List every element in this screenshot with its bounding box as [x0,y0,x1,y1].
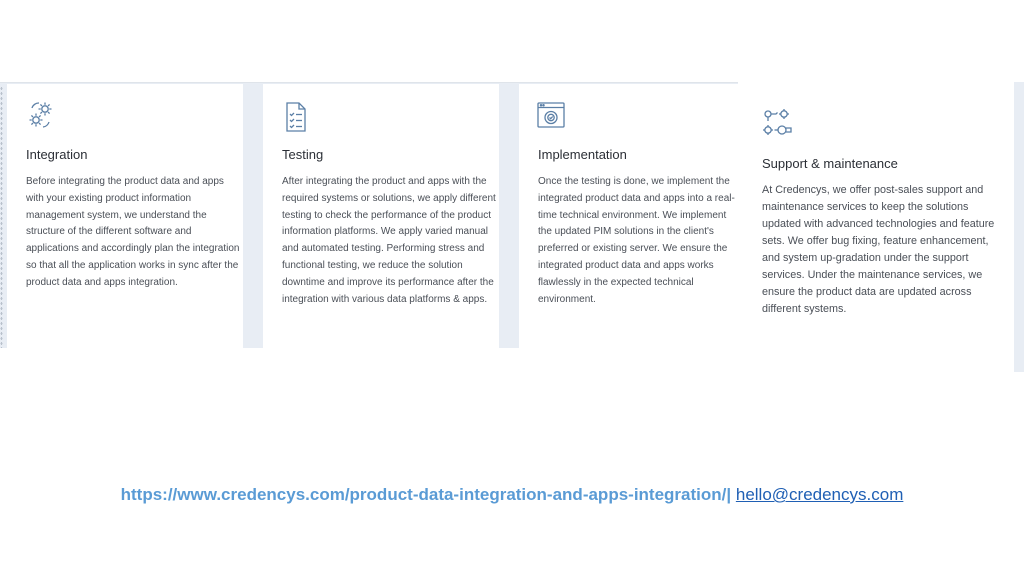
card-title: Implementation [538,147,627,162]
card-description: At Credencys, we offer post-sales support and maintenance services to keep the solutions updated with advanced technologies and feature sets. We offer bug fixing, feature enhancement, and system up-gradation under the support services. Under the maintenance services, we ensure the product data are updated across different systems. [762,184,995,315]
card-description: Before integrating the product data and apps with your existing product information management system, we understand the structure of the different software and applications and accordingly plan the integration so that all the application works in sync after the product data and apps integration. [26,176,240,288]
gears-icon [27,100,55,135]
card-title: Testing [282,147,324,162]
service-card-integration [7,84,243,348]
dotted-edge [0,86,3,348]
strip-right-edge [1014,82,1024,372]
footer-url-link[interactable]: https://www.credencys.com/product-data-integration-and-apps-integration/ [120,485,727,504]
service-card-support [742,84,1014,372]
tools-icon [762,108,794,143]
service-card-testing [263,84,499,348]
card-description: After integrating the product and apps with the required systems or solutions, we apply different testing to check the performance of the product information platforms. We apply varied manual and automated testing. Performing stress and functional testing, we reduce the solution downtime and improve its performance after the integration with various data platforms & apps. [282,176,496,305]
service-card-implementation [519,84,739,348]
checklist-icon [285,102,307,137]
card-title: Support & maintenance [762,156,898,171]
window-gear-icon [537,102,565,133]
card-title: Integration [26,147,88,162]
footer [0,485,1024,505]
card-description: Once the testing is done, we implement the integrated product data and apps into a real-time technical environment. We implement the updated PIM solutions in the client's preferred or existing server. We ensure the integrated product data and apps works flawlessly in the expected technical environment. [538,176,735,305]
footer-separator: | [726,485,736,504]
footer-email-link[interactable]: hello@credencys.com [735,485,904,504]
